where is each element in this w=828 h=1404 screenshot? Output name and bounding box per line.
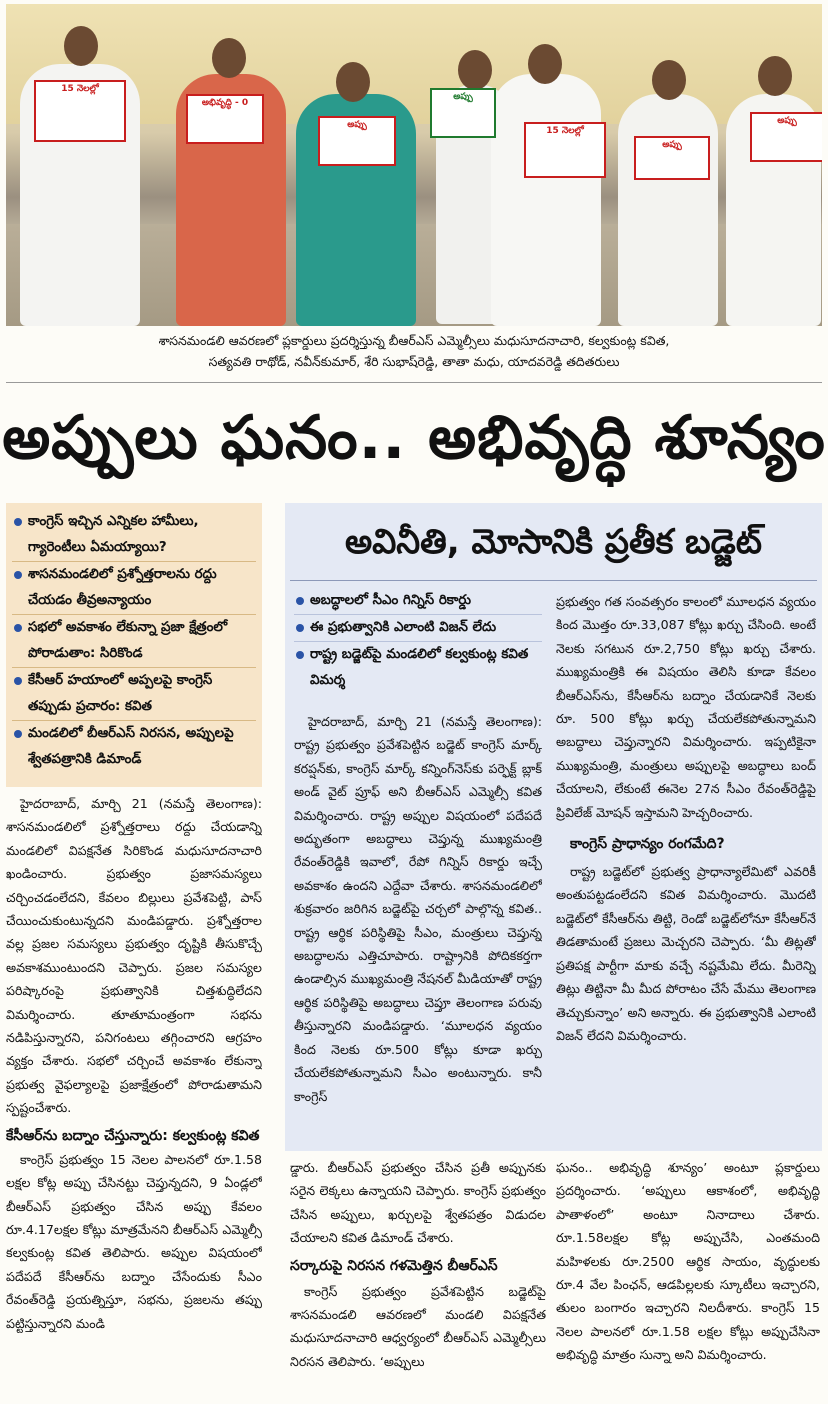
box-bullet: రాష్ట్ర బడ్జెట్‌పై మండలిలో కల్వకుంట్ల కవిత విమర్శ [294, 642, 542, 694]
placard: అప్పు [634, 136, 710, 180]
bottom-middle-column [290, 1156, 546, 1398]
protest-photo [6, 4, 822, 326]
placard: అప్పు [750, 112, 822, 162]
highlight-item: మండలిలో బీఆర్‌ఎస్‌ నిరసన, అప్పులపై శ్వేతపత్రానికి డిమాండ్‌ [12, 721, 256, 773]
bottom-right-column [556, 1156, 820, 1398]
story-paragraph: హైదరాబాద్‌, మార్చి 21 (నమస్తే తెలంగాణ): శాసనమండలిలో ప్రశ్నోత్తరాలు రద్దు చేయడాన్ని మండలిలో విపక్షనేత సిరికొండ మధుసూదనాచారి ఖండించారు. ప్రభుత్వం ప్రజాసమస్యలు చర్చించడంలేదని, కేవలం బిల్లులు ప్రవేశపెట్టి, పాస్‌ చేయించుకుంటున్నదని మండిపడ్డారు. ప్రశ్నోత్తరాల వల్ల ప్రజల సమస్యలు ప్రభుత్వం దృష్టికి తీసుకొచ్చే అవకాశముంటుందని చెప్పారు. ప్రజల సమస్యల పరిష్కారంపై ప్రభుత్వానికి చిత్తశుద్ధిలేదని విమర్శించారు. తూతూమంత్రంగా సభను నడిపిస్తున్నారని, పనిగంటలు తగ్గించారని ఆగ్రహం వ్యక్తం చేశారు. సభలో చర్చించే అవకాశం లేకున్నా ప్రభుత్వ వైఫల్యాలపై ప్రజాక్షేత్రంలో పోరాడుతామని స్పష్టంచేశారు. [6, 796, 262, 1116]
highlight-item: కాంగ్రెస్‌ ఇచ్చిన ఎన్నికల హామీలు, గ్యారెంటీలు ఏమయ్యాయి? [12, 509, 256, 562]
person [618, 94, 718, 326]
highlight-item: సభలో అవకాశం లేకున్నా ప్రజా క్షేత్రంలో పోరాడుతాం: సిరికొండ [12, 615, 256, 668]
highlight-item: శాసనమండలిలో ప్రశ్నోత్తరాలను రద్దు చేయడం తీవ్రఅన్యాయం [12, 562, 256, 615]
box-column-2 [556, 590, 816, 1146]
person-head [758, 56, 792, 96]
story-paragraph: కాంగ్రెస్‌ ప్రభుత్వం ప్రవేశపెట్టిన బడ్జెట్‌పై శాసనమండలి ఆవరణలో మండలి విపక్షనేత మధుసూదనాచారి ఆధ్వర్యంలో బీఆర్‌ఎస్‌ ఎమ్మెల్సీలు నిరసన తెలిపారు. ‘అప్పులు [290, 1283, 546, 1369]
photo-caption [6, 330, 822, 372]
story-paragraph: రాష్ట్ర బడ్జెట్‌లో ప్రభుత్వ ప్రాధాన్యాలేమిటో ఎవరికీ అంతుపట్టడంలేదని కవిత విమర్శించారు. మొదటి బడ్జెట్‌లో కేసీఆర్‌ను తిట్టి, రెండో బడ్జెట్‌లోనూ కేసీఆర్‌నే తిడతామంటే ప్రజలు మెచ్చరని చెప్పారు. ‘మీ తిట్లతో ప్రతిపక్ష పార్టీగా మాకు వచ్చే నష్టమేమి లేదు. మీరెన్ని తిట్లు తిట్టినా మీ మీద పోరాటం చేసే మేము తెలంగాణ తెచ్చుకున్నాం’ అని అన్నారు. ఈ ప్రభుత్వానికి ఎలాంటి విజన్‌ లేదని విమర్శించారు. [556, 864, 816, 1043]
person [491, 74, 601, 326]
box-bullet: అబద్ధాలలో సీఎం గిన్నిస్‌ రికార్డు [294, 588, 542, 615]
main-headline: అప్పులు ఘనం.. అభివృద్ధి శూన్యం [2, 403, 826, 473]
divider [290, 580, 817, 581]
box-bullets [294, 588, 542, 694]
story-subhead: సర్కారుపై నిరసన గళమెత్తిన బీఆర్‌ఎస్‌ [290, 1257, 498, 1274]
placard: 15 నెలల్లో [524, 122, 606, 178]
placard: అప్పు [430, 88, 496, 138]
highlight-item: కేసీఆర్‌ హయాంలో అప్పలపై కాంగ్రెస్‌ తప్పుడు ప్రచారం: కవిత [12, 668, 256, 721]
person-head [64, 26, 98, 66]
person-head [212, 38, 246, 78]
person-head [528, 44, 562, 84]
box-bullet: ఈ ప్రభుత్వానికి ఎలాంటి విజన్‌ లేదు [294, 615, 542, 642]
story-paragraph: కాంగ్రెస్‌ ప్రభుత్వం 15 నెలల పాలనలో రూ.1.58 లక్షల కోట్ల అప్పు చేసినట్టు చెప్తున్నదని, 9 ఏండ్లలో బీఆర్‌ఎస్‌ ప్రభుత్వం చేసిన అప్పు కేవలం రూ.4.17లక్షల కోట్లు మాత్రమేనని బీఆర్‌ఎస్‌ ఎమ్మెల్సీ కల్వకుంట్ల కవిత తెలిపారు. అప్పుల విషయంలో పదేపదే కేసీఆర్‌ను బద్నాం చేసేందుకు సీఎం రేవంత్‌రెడ్డి ప్రయత్నిస్తూ, సభను, ప్రజలను తప్పు పట్టిస్తున్నారని మండి [6, 1151, 262, 1331]
story-paragraph: ప్రభుత్వం గత సంవత్సరం కాలంలో మూలధన వ్యయం కింద మొత్తం రూ.33,087 కోట్లు ఖర్చు చేసింది. అంటే నెలకు సగటున రూ.2,750 కోట్లు ఖర్చు చేశారు. ముఖ్యమంత్రికి ఈ విషయం తెలిసి కూడా కేవలం బీఆర్‌ఎస్‌ను, కేసీఆర్‌ను బద్నాం చేయడానికే నెలకు రూ. 500 కోట్లు ఖర్చు చేయలేకపోతున్నామని అబద్ధాలు చెప్తున్నారని విమర్శించారు. ఇప్పటికైనా ముఖ్యమంత్రి, మంత్రులు అప్పులపై అబద్ధాలు బంద్‌ చేయాలని, లేకుంటే ఈనెల 27న సీఎం రేవంత్‌రెడ్డిపై ప్రివిలేజ్‌ మోషన్‌ ఇస్తామని హెచ్చరించారు. [556, 594, 816, 820]
placard: అభివృద్ధి - 0 [186, 94, 264, 144]
story-paragraph: డ్డారు. బీఆర్‌ఎస్‌ ప్రభుత్వం చేసిన ప్రతీ అప్పునకు సరైన లెక్కలు ఉన్నాయని చెప్పారు. కాంగ్రెస్‌ ప్రభుత్వం చేసిన అప్పులు, ఖర్చులపై శ్వేతపత్రం విడుదల చేయాలని కవిత డిమాండ్‌ చేశారు. [290, 1160, 546, 1246]
caption-line: సత్యవతి రాథోడ్‌, నవీన్‌కుమార్‌, శేరి సుభాష్‌రెడ్డి, తాతా మధు, యాదవరెడ్డి తదితరులు [208, 354, 620, 369]
story-subhead: కాంగ్రెస్‌ ప్రాధాన్యం రంగమేది? [570, 836, 725, 853]
person-head [458, 50, 492, 90]
caption-line: శాసనమండలి ఆవరణలో ప్లకార్డులు ప్రదర్శిస్తున్న బీఆర్‌ఎస్‌ ఎమ్మెల్సీలు మధుసూదనాచారి, కల్వకుంట్ల కవిత, [158, 333, 670, 348]
placard: 15 నెలల్లో [34, 80, 126, 142]
divider [6, 382, 822, 383]
highlights-box [6, 503, 262, 787]
story-subhead: కేసీఆర్‌ను బద్నాం చేస్తున్నారు: కల్వకుంట్ల కవిత [6, 1127, 260, 1144]
story-paragraph: ఘనం.. అభివృద్ధి శూన్యం’ అంటూ ప్లకార్డులు ప్రదర్శించారు. ‘అప్పులు ఆకాశంలో, అభివృద్ధి పాతాళంలో’ అంటూ నినాదాలు చేశారు. రూ.1.58లక్షల కోట్ల అప్పుచేసి, ఎంతమంది మహిళలకు రూ.2500 ఆర్థిక సాయం, వృద్ధులకు రూ.4 వేల పింఛన్‌, ఆడపిల్లలకు స్కూటీలు ఇచ్చారని, తులం బంగారం ఇచ్చారని నిలదీశారు. కాంగ్రెస్‌ 15 నెలల పాలనలో రూ.1.58 లక్షల కోట్లు అప్పుచేసినా అభివృద్ధి మాత్రం సున్నా అని విమర్శించారు. [556, 1160, 820, 1363]
left-story [6, 792, 262, 1398]
story-paragraph: హైదరాబాద్‌, మార్చి 21 (నమస్తే తెలంగాణ): రాష్ట్ర ప్రభుత్వం ప్రవేశపెట్టిన బడ్జెట్‌ కాంగ్రెస్‌ మార్క్‌ కరప్షన్‌కు, కాంగ్రెస్‌ మార్క్‌ కన్నింగ్‌నెస్‌కు పర్ఫెక్ట్‌ బ్లాక్‌ అండ్‌ వైట్‌ ప్రూఫ్‌ అని బీఆర్‌ఎస్‌ ఎమ్మెల్సీ కవిత విమర్శించారు. రాష్ట్ర అప్పుల విషయంలో పదేపదే అద్భుతంగా అబద్ధాలు చెప్తున్న ముఖ్యమంత్రి రేవంత్‌రెడ్డికి ఇవాలో, రేపో గిన్నిస్‌ రికార్డు ఇచ్చే అవకాశం ఉందని ఎద్దేవా చేశారు. శాసనమండలిలో శుక్రవారం జరిగిన బడ్జెట్‌పై చర్చలో పాల్గొన్న కవిత.. రాష్ట్ర ఆర్థిక పరిస్థితిపై సీఎం, మంత్రులు చెప్తున్న అబద్ధాలను ఎత్తిచూపారు. రాష్ట్రానికి పోదికకర్తగా ఉండాల్సిన ముఖ్యమంత్రి నేషనల్‌ మీడియాతో రాష్ట్ర ఆర్థిక పరిస్థితిపై అబద్ధాలు చెప్తూ తెలంగాణ పరువు తీస్తున్నారని మండిపడ్డారు. ‘మూలధన వ్యయం కింద నెలకు రూ.500 కోట్లు కూడా ఖర్చు చేయలేకపోతున్నామని సీఎం అంటున్నారు. కానీ కాంగ్రెస్‌ [294, 714, 542, 1104]
box-column-1 [294, 710, 542, 1146]
box-headline: అవినీతి, మోసానికి ప్రతీక బడ్జెట్‌ [344, 522, 763, 562]
placard: అప్పు [318, 116, 396, 166]
person-head [336, 62, 370, 102]
person-head [652, 60, 686, 100]
